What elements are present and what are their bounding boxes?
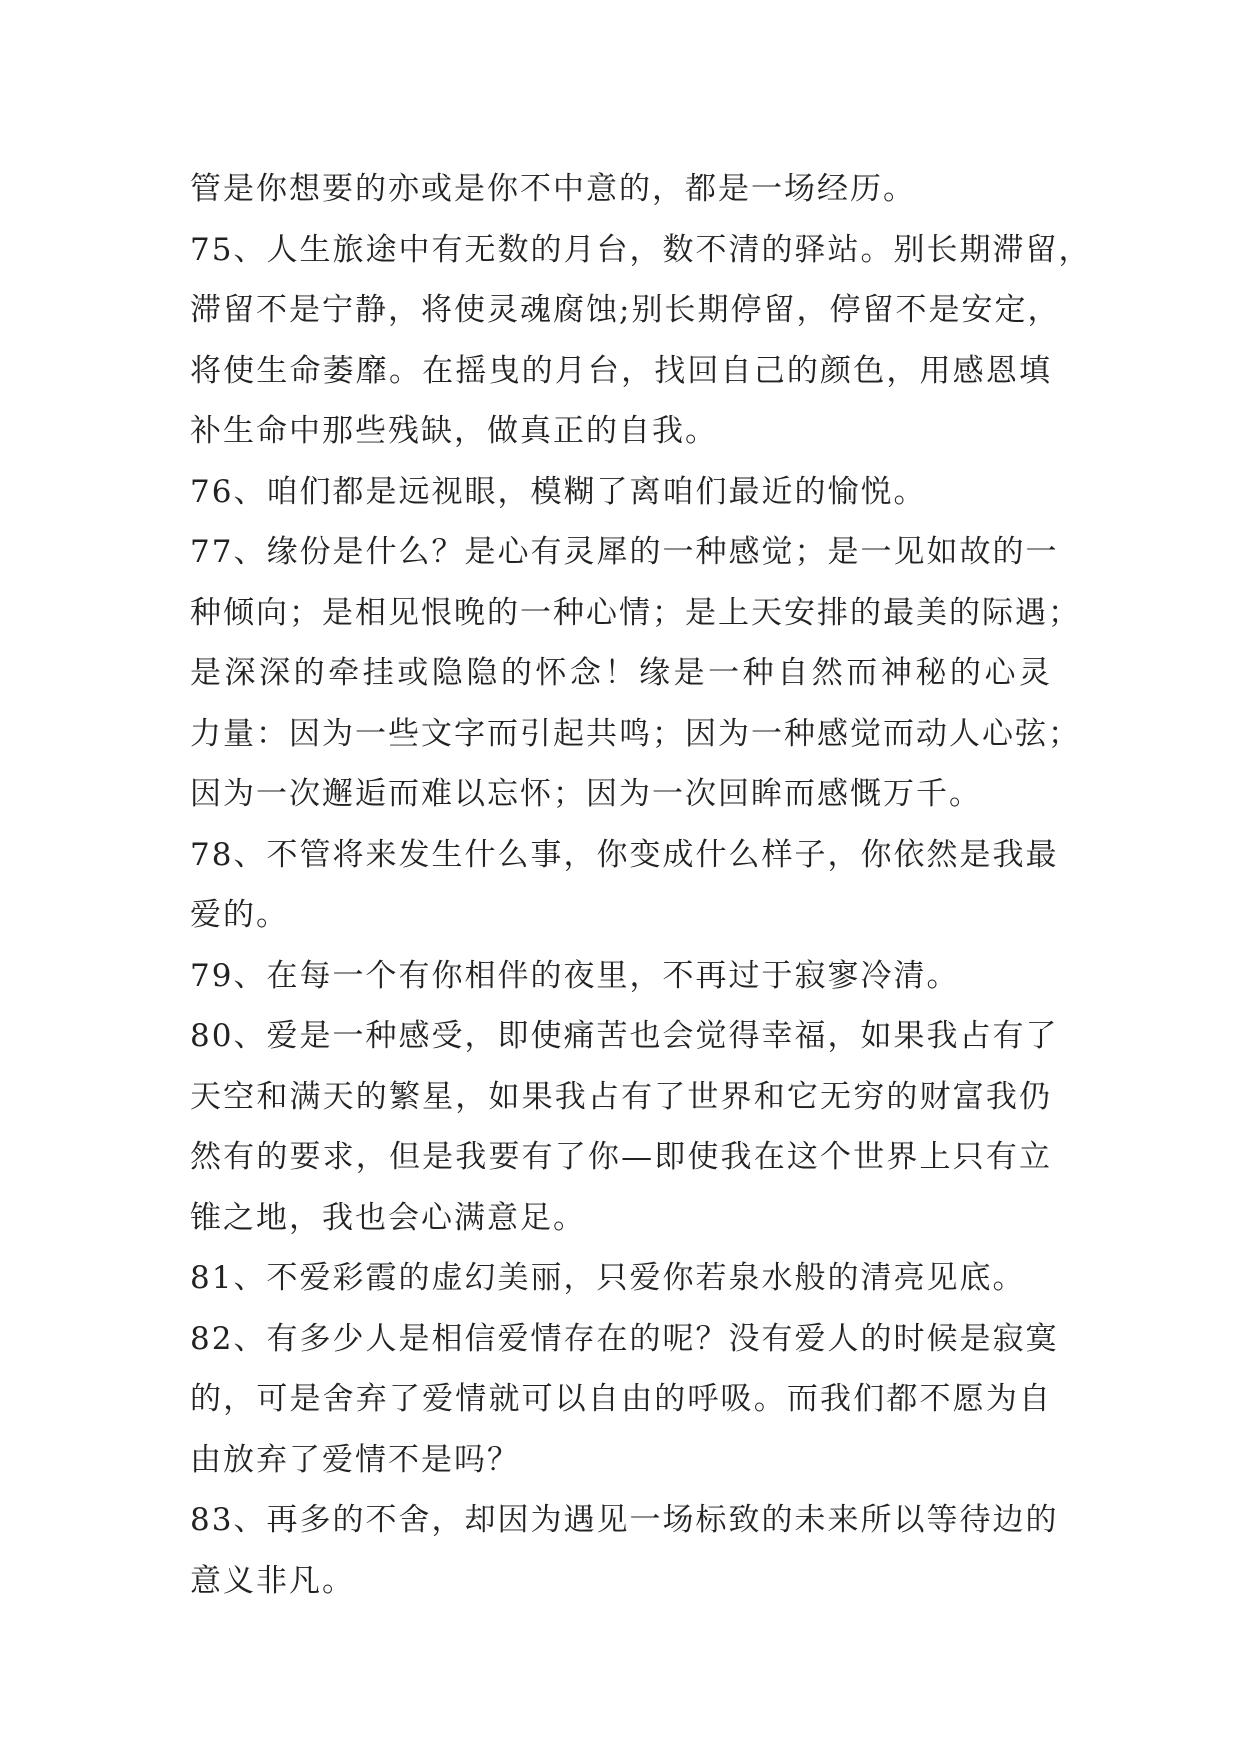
text-line: 滞留不是宁静，将使灵魂腐蚀;别长期停留，停留不是安定， [190, 292, 1061, 328]
text-line: 81、不爱彩霞的虚幻美丽，只爱你若泉水般的清亮见底。 [190, 1260, 1026, 1296]
text-line: 78、不管将来发生什么事，你变成什么样子，你依然是我最 [190, 836, 1059, 873]
text-line: 然有的要求，但是我要有了你—即使我在这个世界上只有立 [190, 1139, 1052, 1175]
text-line: 锥之地，我也会心满意足。 [190, 1199, 586, 1236]
text-line: 因为一次邂逅而难以忘怀；因为一次回眸而感慨万千。 [190, 776, 982, 812]
text-line: 76、咱们都是远视眼，模糊了离咱们最近的愉悦。 [190, 473, 927, 510]
text-line: 82、有多少人是相信爱情存在的呢？没有爱人的时候是寂寞 [190, 1320, 1059, 1357]
text-line: 由放弃了爱情不是吗？ [190, 1441, 520, 1478]
body-text [190, 159, 1092, 1611]
text-line: 天空和满天的繁星，如果我占有了世界和它无穷的财富我仍 [190, 1078, 1052, 1115]
text-line: 将使生命萎靡。在摇曳的月台，找回自己的颜色，用感恩填 [190, 352, 1052, 389]
text-line: 的，可是舍弃了爱情就可以自由的呼吸。而我们都不愿为自 [190, 1381, 1052, 1417]
text-line: 力量：因为一些文字而引起共鸣；因为一种感觉而动人心弦； [190, 715, 1081, 752]
text-line: 爱的。 [190, 897, 289, 933]
text-line: 是深深的牵挂或隐隐的怀念！缘是一种自然而神秘的心灵 [190, 655, 1052, 691]
text-line: 种倾向；是相见恨晚的一种心情；是上天安排的最美的际遇； [190, 594, 1081, 631]
text-line: 75、人生旅途中有无数的月台，数不清的驿站。别长期滞留， [190, 231, 1092, 268]
text-line: 80、爱是一种感受，即使痛苦也会觉得幸福，如果我占有了 [190, 1018, 1059, 1054]
text-line: 79、在每一个有你相伴的夜里，不再过于寂寥冷清。 [190, 957, 960, 994]
text-line: 83、再多的不舍，却因为遇见一场标致的未来所以等待边的 [190, 1502, 1059, 1538]
text-line: 77、缘份是什么？是心有灵犀的一种感觉；是一见如故的一 [190, 534, 1059, 570]
text-line: 意义非凡。 [190, 1562, 355, 1599]
text-line: 管是你想要的亦或是你不中意的，都是一场经历。 [190, 171, 916, 207]
text-line: 补生命中那些残缺，做真正的自我。 [190, 413, 718, 449]
